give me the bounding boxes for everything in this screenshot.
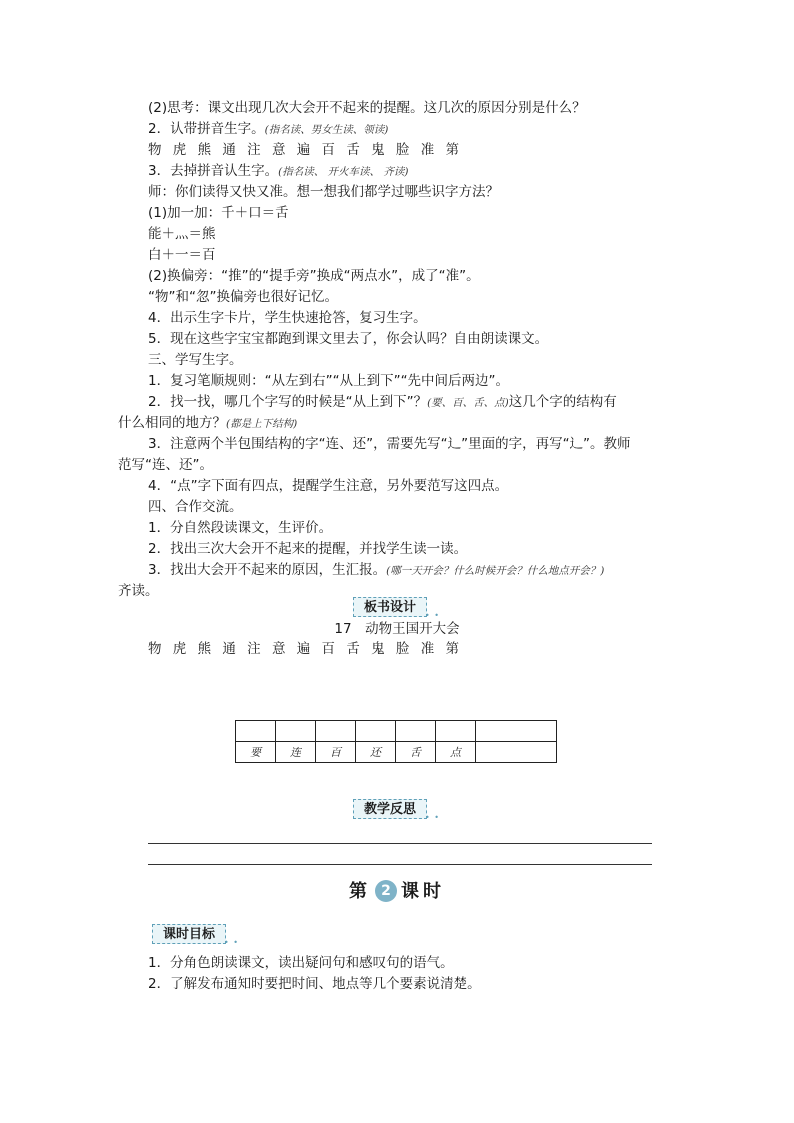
half-enclosure-note: 3．注意两个半包围结构的字“连、还”，需要先写“辶”里面的字，再写“辶”。教师	[148, 436, 631, 452]
reflection-tag	[353, 799, 441, 822]
teacher-prompt: 师：你们读得又快又准。想一想我们都学过哪些识字方法？	[148, 184, 499, 200]
lesson-title: 17 动物王国开大会	[334, 621, 460, 637]
step-text: 3．找出大会开不起来的原因，生汇报。	[148, 562, 387, 578]
character-list: 物 虎 熊 通 注 意 遍 百 舌 鬼 脸 准 第	[148, 142, 460, 158]
reflection-line	[148, 843, 652, 844]
dots-decoration-icon: • •	[224, 938, 240, 947]
step-text: 什么相同的地方？	[118, 415, 226, 431]
writing-grid	[235, 720, 557, 763]
find-structure-cont	[118, 413, 297, 434]
step-text: 这几个字的结构有	[508, 394, 617, 410]
grid-cell-character: 点	[436, 742, 476, 763]
find-reminders: 2．找出三次大会开不起来的提醒，并找学生读一读。	[148, 541, 468, 557]
grid-cell	[436, 721, 476, 742]
title-suffix: 课时	[401, 881, 445, 902]
grid-row-characters	[236, 742, 557, 763]
grid-cell-character: 还	[356, 742, 396, 763]
method-add-example: 白＋一＝百	[148, 247, 216, 263]
grid-cell	[356, 721, 396, 742]
group-read: 1．分自然段读课文，生评价。	[148, 520, 333, 536]
dian-note: 4．“点”字下面有四点，提醒学生注意，另外要范写这四点。	[148, 478, 509, 494]
method-radical-example: “物”和“忽”换偏旁也很好记忆。	[148, 289, 338, 305]
step-no-pinyin	[148, 161, 408, 182]
step-note: (要、百、舌、点)	[427, 397, 509, 409]
dots-decoration-icon: • •	[425, 813, 441, 822]
step-text: 3．去掉拼音认生字。	[148, 163, 279, 179]
tag-label: 板书设计	[364, 600, 417, 615]
step-text: 2．找一找，哪几个字写的时候是“从上到下”？	[148, 394, 428, 410]
step-note: (指名读、男女生读、领读)	[264, 124, 389, 136]
reflection-line	[148, 864, 652, 865]
board-character-list: 物 虎 熊 通 注 意 遍 百 舌 鬼 脸 准 第	[148, 641, 460, 657]
think-question: (2)思考：课文出现几次大会开不起来的提醒。这几次的原因分别是什么？	[148, 100, 586, 116]
grid-cell-character: 要	[236, 742, 276, 763]
step-read-pinyin	[148, 119, 388, 140]
grid-cell	[276, 721, 316, 742]
goal-item: 2．了解发布通知时要把时间、地点等几个要素说清楚。	[148, 976, 481, 992]
goal-item: 1．分角色朗读课文，读出疑问句和感叹句的语气。	[148, 955, 454, 971]
half-enclosure-note-cont: 范写“连、还”。	[118, 457, 213, 473]
method-add-example: 能＋灬＝熊	[148, 226, 216, 242]
method-add: (1)加一加：千＋口＝舌	[148, 205, 289, 221]
section-heading: 四、合作交流。	[148, 499, 243, 515]
grid-cell	[316, 721, 356, 742]
tag-label: 教学反思	[364, 802, 417, 817]
find-structure	[148, 392, 617, 413]
goals-tag	[152, 924, 240, 947]
method-radical: (2)换偏旁：“推”的“提手旁”换成“两点水”，成了“准”。	[148, 268, 480, 284]
grid-cell	[476, 721, 557, 742]
find-reasons	[148, 560, 604, 581]
period-number-badge: 2	[375, 880, 397, 902]
board-design-tag	[353, 597, 441, 620]
section-heading: 三、学写生字。	[148, 352, 243, 368]
dots-decoration-icon: • •	[425, 611, 441, 620]
grid-cell	[396, 721, 436, 742]
step-text: 2．认带拼音生字。	[148, 121, 265, 137]
read-together: 齐读。	[118, 583, 159, 599]
step-note: (指名读、 开火车读、 齐读)	[278, 166, 409, 178]
grid-cell-character: 连	[276, 742, 316, 763]
lesson-period-title	[0, 877, 794, 903]
step-read-text: 5．现在这些字宝宝都跑到课文里去了，你会认吗？自由朗读课文。	[148, 331, 549, 347]
tag-label: 课时目标	[163, 927, 216, 942]
title-prefix: 第	[349, 881, 371, 902]
step-note: (哪一天开会？什么时候开会？什么地点开会？)	[386, 565, 605, 577]
grid-cell	[236, 721, 276, 742]
step-cards: 4．出示生字卡片，学生快速抢答，复习生字。	[148, 310, 427, 326]
grid-row-blank	[236, 721, 557, 742]
grid-cell-character: 百	[316, 742, 356, 763]
stroke-rules: 1．复习笔顺规则：“从左到右”“从上到下”“先中间后两边”。	[148, 373, 510, 389]
grid-cell	[476, 742, 557, 763]
grid-cell-character: 舌	[396, 742, 436, 763]
step-note: (都是上下结构)	[226, 418, 298, 430]
